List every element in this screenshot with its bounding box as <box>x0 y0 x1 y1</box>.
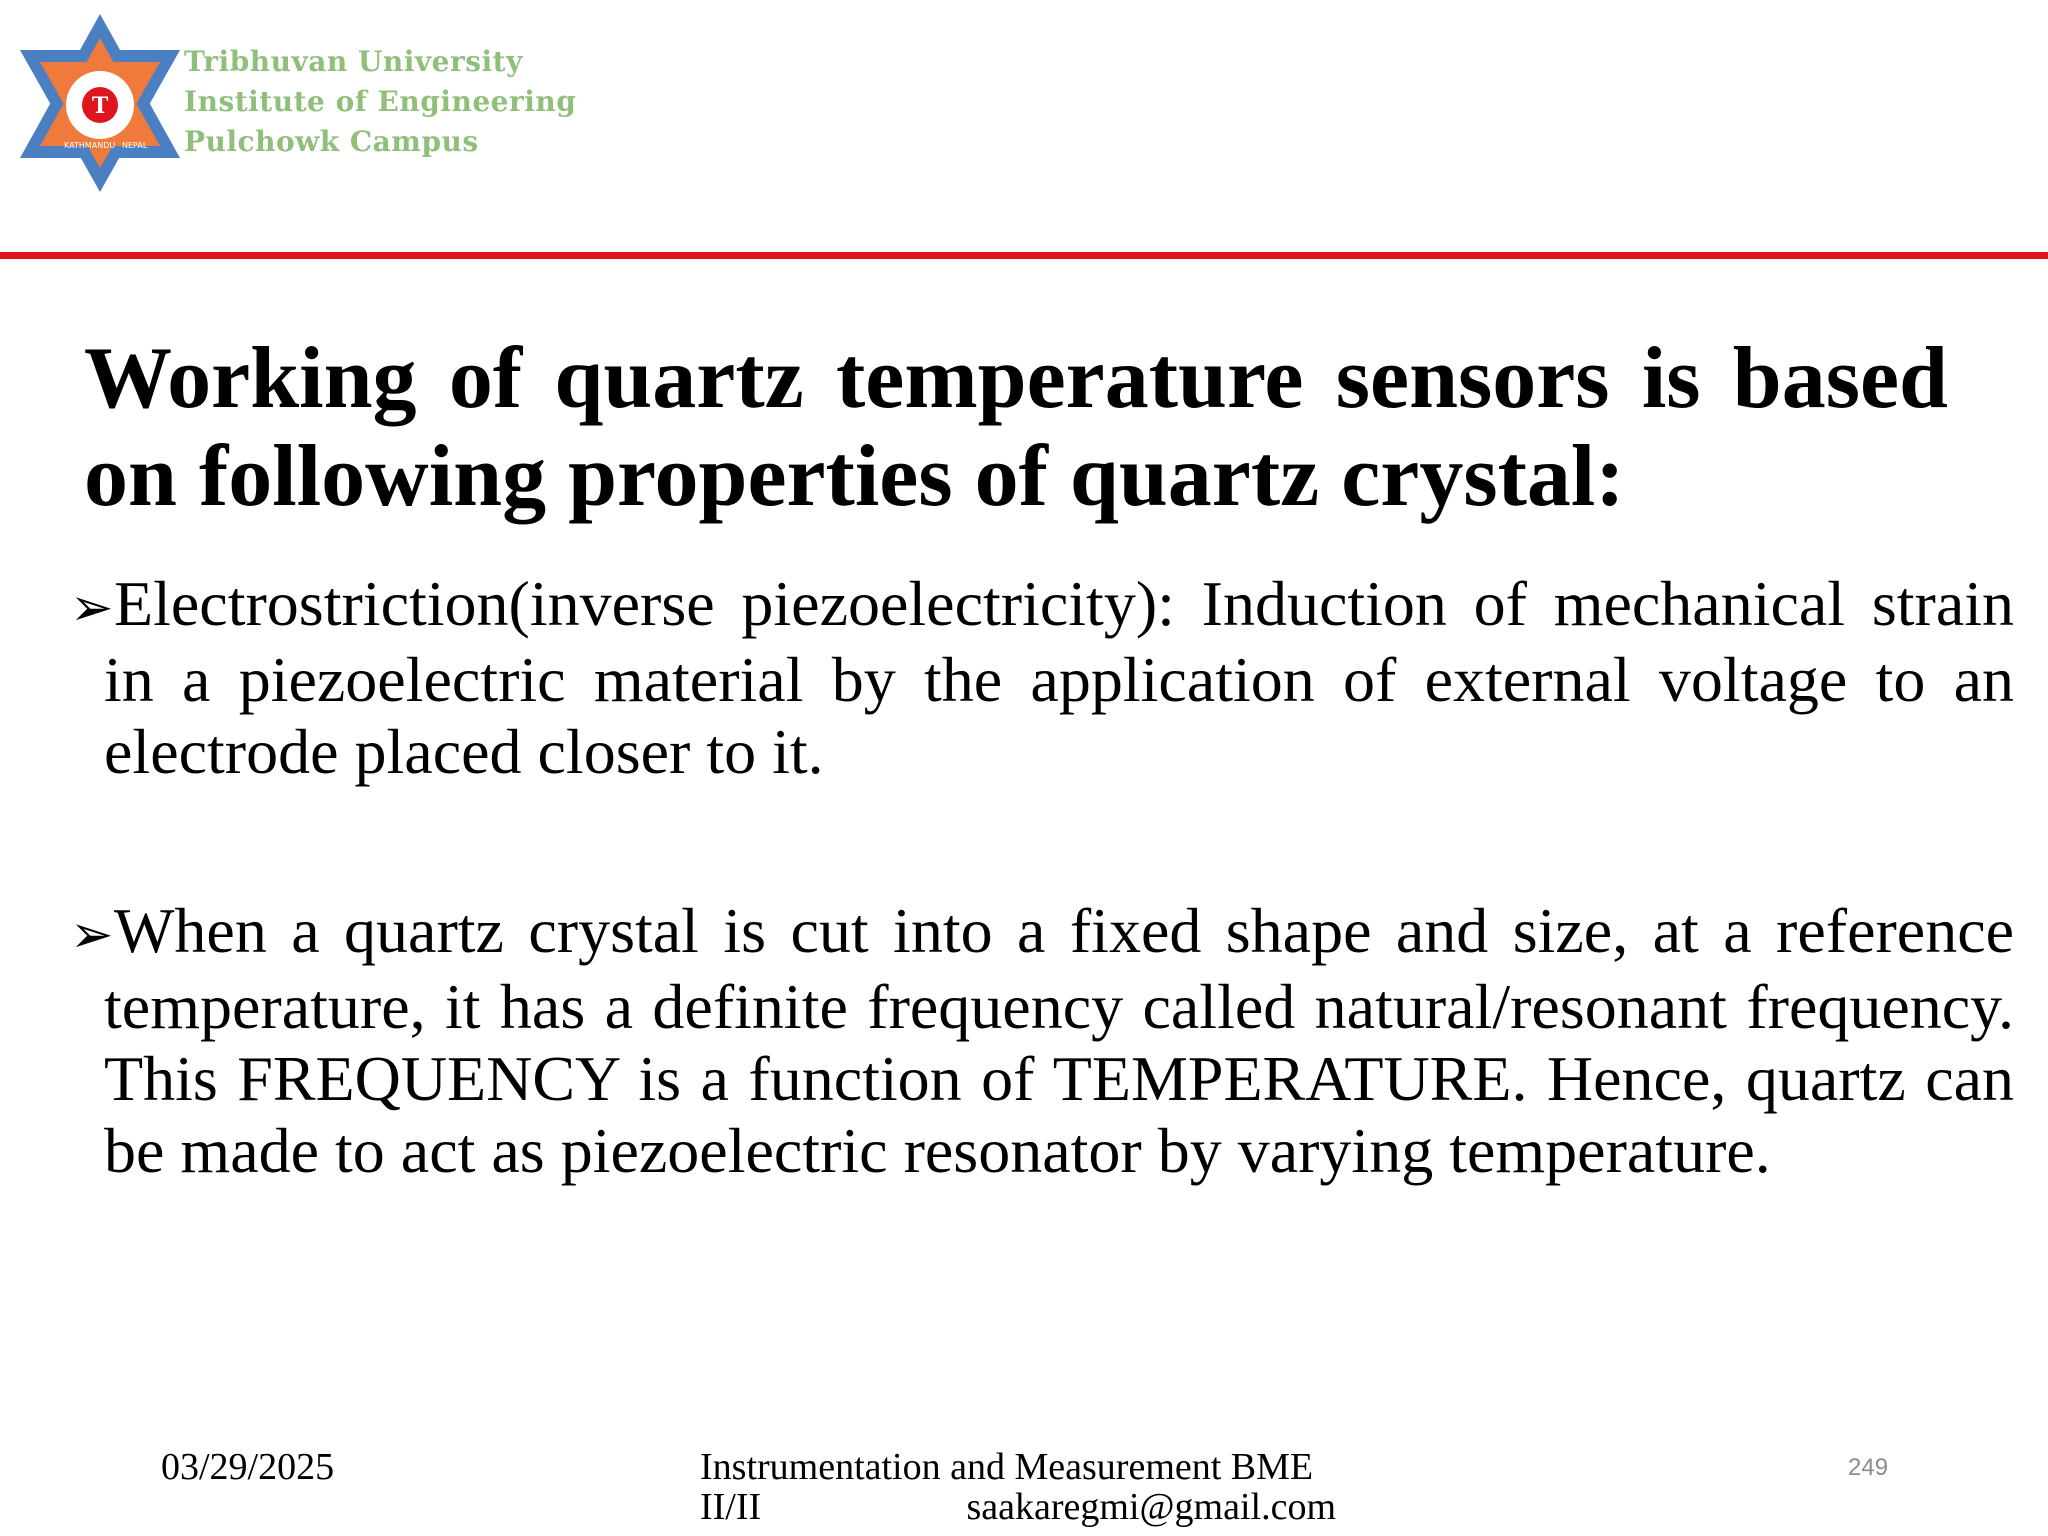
logo-line-campus: Pulchowk Campus <box>184 125 479 158</box>
footer-course-info <box>700 1447 1336 1527</box>
bullet-item <box>70 895 2014 1187</box>
footer-date: 03/29/2025 <box>161 1446 335 1488</box>
logo-line-university: Tribhuvan University <box>184 45 523 78</box>
institution-logo <box>10 8 610 198</box>
svg-text:T: T <box>91 93 109 119</box>
svg-text:NEPAL: NEPAL <box>122 141 148 150</box>
footer-semester: II/II <box>700 1486 762 1528</box>
header-divider <box>0 252 2048 259</box>
bullet-text: When a quartz crystal is cut into a fixed shape and size, at a reference temperature, it has a definite frequency called natural/resonant frequency. This FREQUENCY is a function of TEMPERATURE. Hence, quartz can be made to act as piezoelectric resonator by varying temperature. <box>104 895 2014 1186</box>
footer-course-line2 <box>700 1487 1336 1527</box>
slide-title: Working of quartz temperature sensors is based on following properties of quartz crystal: <box>84 330 1948 525</box>
bullet-text: Electrostriction(inverse piezoelectricity): Induction of mechanical strain in a piezoelectric material by the application of external voltage to an electrode placed closer to it. <box>104 568 2014 787</box>
arrow-bullet-icon: ➢ <box>70 905 114 965</box>
svg-text:KATHMANDU: KATHMANDU <box>64 141 116 150</box>
page-number: 249 <box>1848 1454 1889 1481</box>
footer-email: saakaregmi@gmail.com <box>966 1486 1336 1528</box>
logo-line-institute: Institute of Engineering <box>184 85 577 118</box>
bullet-item <box>70 568 2014 788</box>
logo-text <box>184 42 576 162</box>
arrow-bullet-icon: ➢ <box>70 578 114 638</box>
university-emblem-icon <box>10 8 190 198</box>
footer-course-title: Instrumentation and Measurement BME <box>700 1446 1314 1488</box>
